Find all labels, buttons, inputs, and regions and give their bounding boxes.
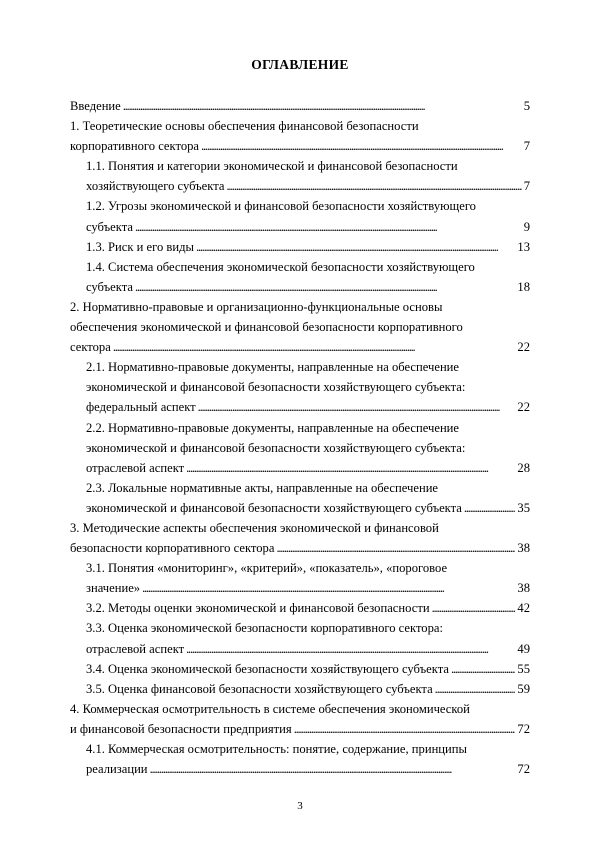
- toc-entry-text: и финансовой безопасности предприятия: [70, 721, 292, 736]
- toc-entry-text: 2.3. Локальные нормативные акты, направленные на обеспечение: [86, 480, 439, 495]
- toc-entry-text: федеральный аспект: [86, 400, 196, 415]
- toc-entry[interactable]: [70, 96, 530, 116]
- toc-entry[interactable]: [70, 277, 530, 297]
- toc-dot-leader: [294, 719, 516, 739]
- toc-entry-line: [70, 156, 530, 176]
- toc-entry-line: [70, 518, 530, 538]
- toc-entry-line: [70, 418, 530, 438]
- toc-page-number: 72: [517, 762, 530, 777]
- toc-entry-text: обеспечения экономической и финансовой безопасности корпоративного: [70, 320, 463, 335]
- toc-entry[interactable]: [70, 176, 530, 196]
- toc-entry[interactable]: [70, 237, 530, 257]
- toc-dot-leader: [113, 337, 516, 357]
- toc-entry[interactable]: [70, 458, 530, 478]
- toc-entry[interactable]: [70, 719, 530, 739]
- toc-entry-text: 3.4. Оценка экономической безопасности хозяйствующего субъекта: [86, 661, 449, 676]
- toc-entry-text: 2.2. Нормативно-правовые документы, направленные на обеспечение: [86, 420, 460, 435]
- toc-page-number: 22: [517, 400, 530, 415]
- toc-entry[interactable]: [70, 538, 530, 558]
- toc-entry-text: экономической и финансовой безопасности хозяйствующего субъекта:: [86, 440, 466, 455]
- toc-dot-leader: [186, 458, 515, 478]
- toc-entry-text: 1.4. Система обеспечения экономической безопасности хозяйствующего: [86, 259, 475, 274]
- toc-dot-leader: [135, 277, 515, 297]
- toc-dot-leader: [432, 598, 516, 618]
- toc-entry[interactable]: [70, 659, 530, 679]
- toc-entry-text: 4. Коммерческая осмотрительность в системе обеспечения экономической: [70, 701, 470, 716]
- toc-entry-text: отраслевой аспект: [86, 641, 185, 656]
- toc-page-number: 5: [523, 99, 530, 113]
- toc-entry-line: [70, 116, 530, 136]
- toc-entry-text: экономической и финансовой безопасности хозяйствующего субъекта: [86, 500, 462, 515]
- toc-entry-line: [70, 478, 530, 498]
- toc-entry-line: [70, 196, 530, 216]
- toc-entry[interactable]: [70, 578, 530, 598]
- toc-entry-text: 4.1. Коммерческая осмотрительность: понятие, содержание, принципы: [86, 742, 467, 756]
- toc-entry-text: Введение: [70, 99, 121, 113]
- toc-page-number: 38: [517, 581, 530, 596]
- toc-page-number: 35: [517, 500, 530, 515]
- toc-page-number: 9: [523, 219, 530, 234]
- toc-entry-text: 2. Нормативно-правовые и организационно-функциональные основы: [70, 299, 443, 314]
- toc-page-number: 7: [523, 179, 530, 194]
- table-of-contents: [70, 96, 530, 779]
- toc-entry-text: 2.1. Нормативно-правовые документы, направленные на обеспечение: [86, 360, 460, 375]
- toc-page-number: 18: [517, 279, 530, 294]
- toc-entry-line: [70, 377, 530, 397]
- toc-entry-line: [70, 699, 530, 719]
- toc-dot-leader: [435, 679, 516, 699]
- toc-dot-leader: [123, 96, 522, 116]
- toc-page-number: 38: [517, 541, 530, 556]
- toc-entry-text: значение»: [86, 581, 141, 596]
- toc-entry-text: 1.2. Угрозы экономической и финансовой безопасности хозяйствующего: [86, 199, 476, 214]
- toc-entry-text: 3.5. Оценка финансовой безопасности хозяйствующего субъекта: [86, 681, 433, 696]
- toc-dot-leader: [451, 659, 515, 679]
- toc-entry-line: [70, 558, 530, 578]
- toc-entry-text: 1.1. Понятия и категории экономической и финансовой безопасности: [86, 159, 458, 174]
- toc-dot-leader: [196, 237, 515, 257]
- toc-dot-leader: [464, 498, 516, 518]
- toc-entry[interactable]: [70, 679, 530, 699]
- toc-entry-text: корпоративного сектора: [70, 139, 199, 154]
- page-number: 3: [297, 800, 303, 812]
- toc-entry-text: хозяйствующего субъекта: [86, 179, 225, 194]
- toc-page-number: 22: [517, 340, 530, 355]
- toc-entry[interactable]: [70, 598, 530, 618]
- toc-entry-text: 3.2. Методы оценки экономической и финансовой безопасности: [86, 601, 430, 616]
- toc-entry-text: сектора: [70, 340, 111, 355]
- toc-dot-leader: [150, 759, 516, 779]
- toc-entry-text: субъекта: [86, 279, 133, 294]
- toc-entry[interactable]: [70, 397, 530, 417]
- toc-page-number: 72: [517, 721, 530, 736]
- toc-page-number: 55: [517, 661, 530, 676]
- toc-entry-text: 1.3. Риск и его виды: [86, 239, 194, 254]
- toc-entry-line: [70, 317, 530, 337]
- toc-entry-text: отраслевой аспект: [86, 460, 185, 475]
- page-title: ОГЛАВЛЕНИЕ: [251, 57, 349, 72]
- toc-entry[interactable]: [70, 639, 530, 659]
- toc-entry-text: 3.3. Оценка экономической безопасности корпоративного сектора:: [86, 621, 443, 636]
- toc-entry-line: [70, 297, 530, 317]
- toc-dot-leader: [142, 578, 515, 598]
- toc-page-number: 49: [517, 641, 530, 656]
- toc-dot-leader: [276, 538, 515, 558]
- toc-page-number: 59: [517, 681, 530, 696]
- toc-entry-line: [70, 357, 530, 377]
- toc-entry-text: реализации: [86, 762, 148, 777]
- toc-dot-leader: [186, 639, 515, 659]
- toc-entry-line: [70, 438, 530, 458]
- toc-entry-text: 3.1. Понятия «мониторинг», «критерий», «показатель», «пороговое: [86, 561, 448, 576]
- toc-page-number: 42: [517, 601, 530, 616]
- toc-page-number: 28: [517, 460, 530, 475]
- toc-entry[interactable]: [70, 759, 530, 779]
- toc-entry-text: субъекта: [86, 219, 133, 234]
- toc-dot-leader: [226, 176, 521, 196]
- toc-entry-line: [70, 618, 530, 638]
- toc-entry-text: 1. Теоретические основы обеспечения финансовой безопасности: [70, 119, 419, 134]
- toc-entry[interactable]: [70, 337, 530, 357]
- toc-entry-line: [70, 257, 530, 277]
- toc-entry[interactable]: [70, 136, 530, 156]
- toc-entry[interactable]: [70, 498, 530, 518]
- toc-page-number: 7: [523, 139, 530, 154]
- toc-entry-text: экономической и финансовой безопасности хозяйствующего субъекта:: [86, 380, 466, 395]
- toc-dot-leader: [201, 136, 522, 156]
- toc-dot-leader: [198, 397, 516, 417]
- toc-dot-leader: [135, 217, 522, 237]
- toc-entry-text: безопасности корпоративного сектора: [70, 541, 275, 556]
- toc-entry[interactable]: [70, 217, 530, 237]
- toc-entry-text: 3. Методические аспекты обеспечения экономической и финансовой: [70, 520, 439, 535]
- toc-page-number: 13: [517, 239, 530, 254]
- toc-entry-line: [70, 739, 530, 759]
